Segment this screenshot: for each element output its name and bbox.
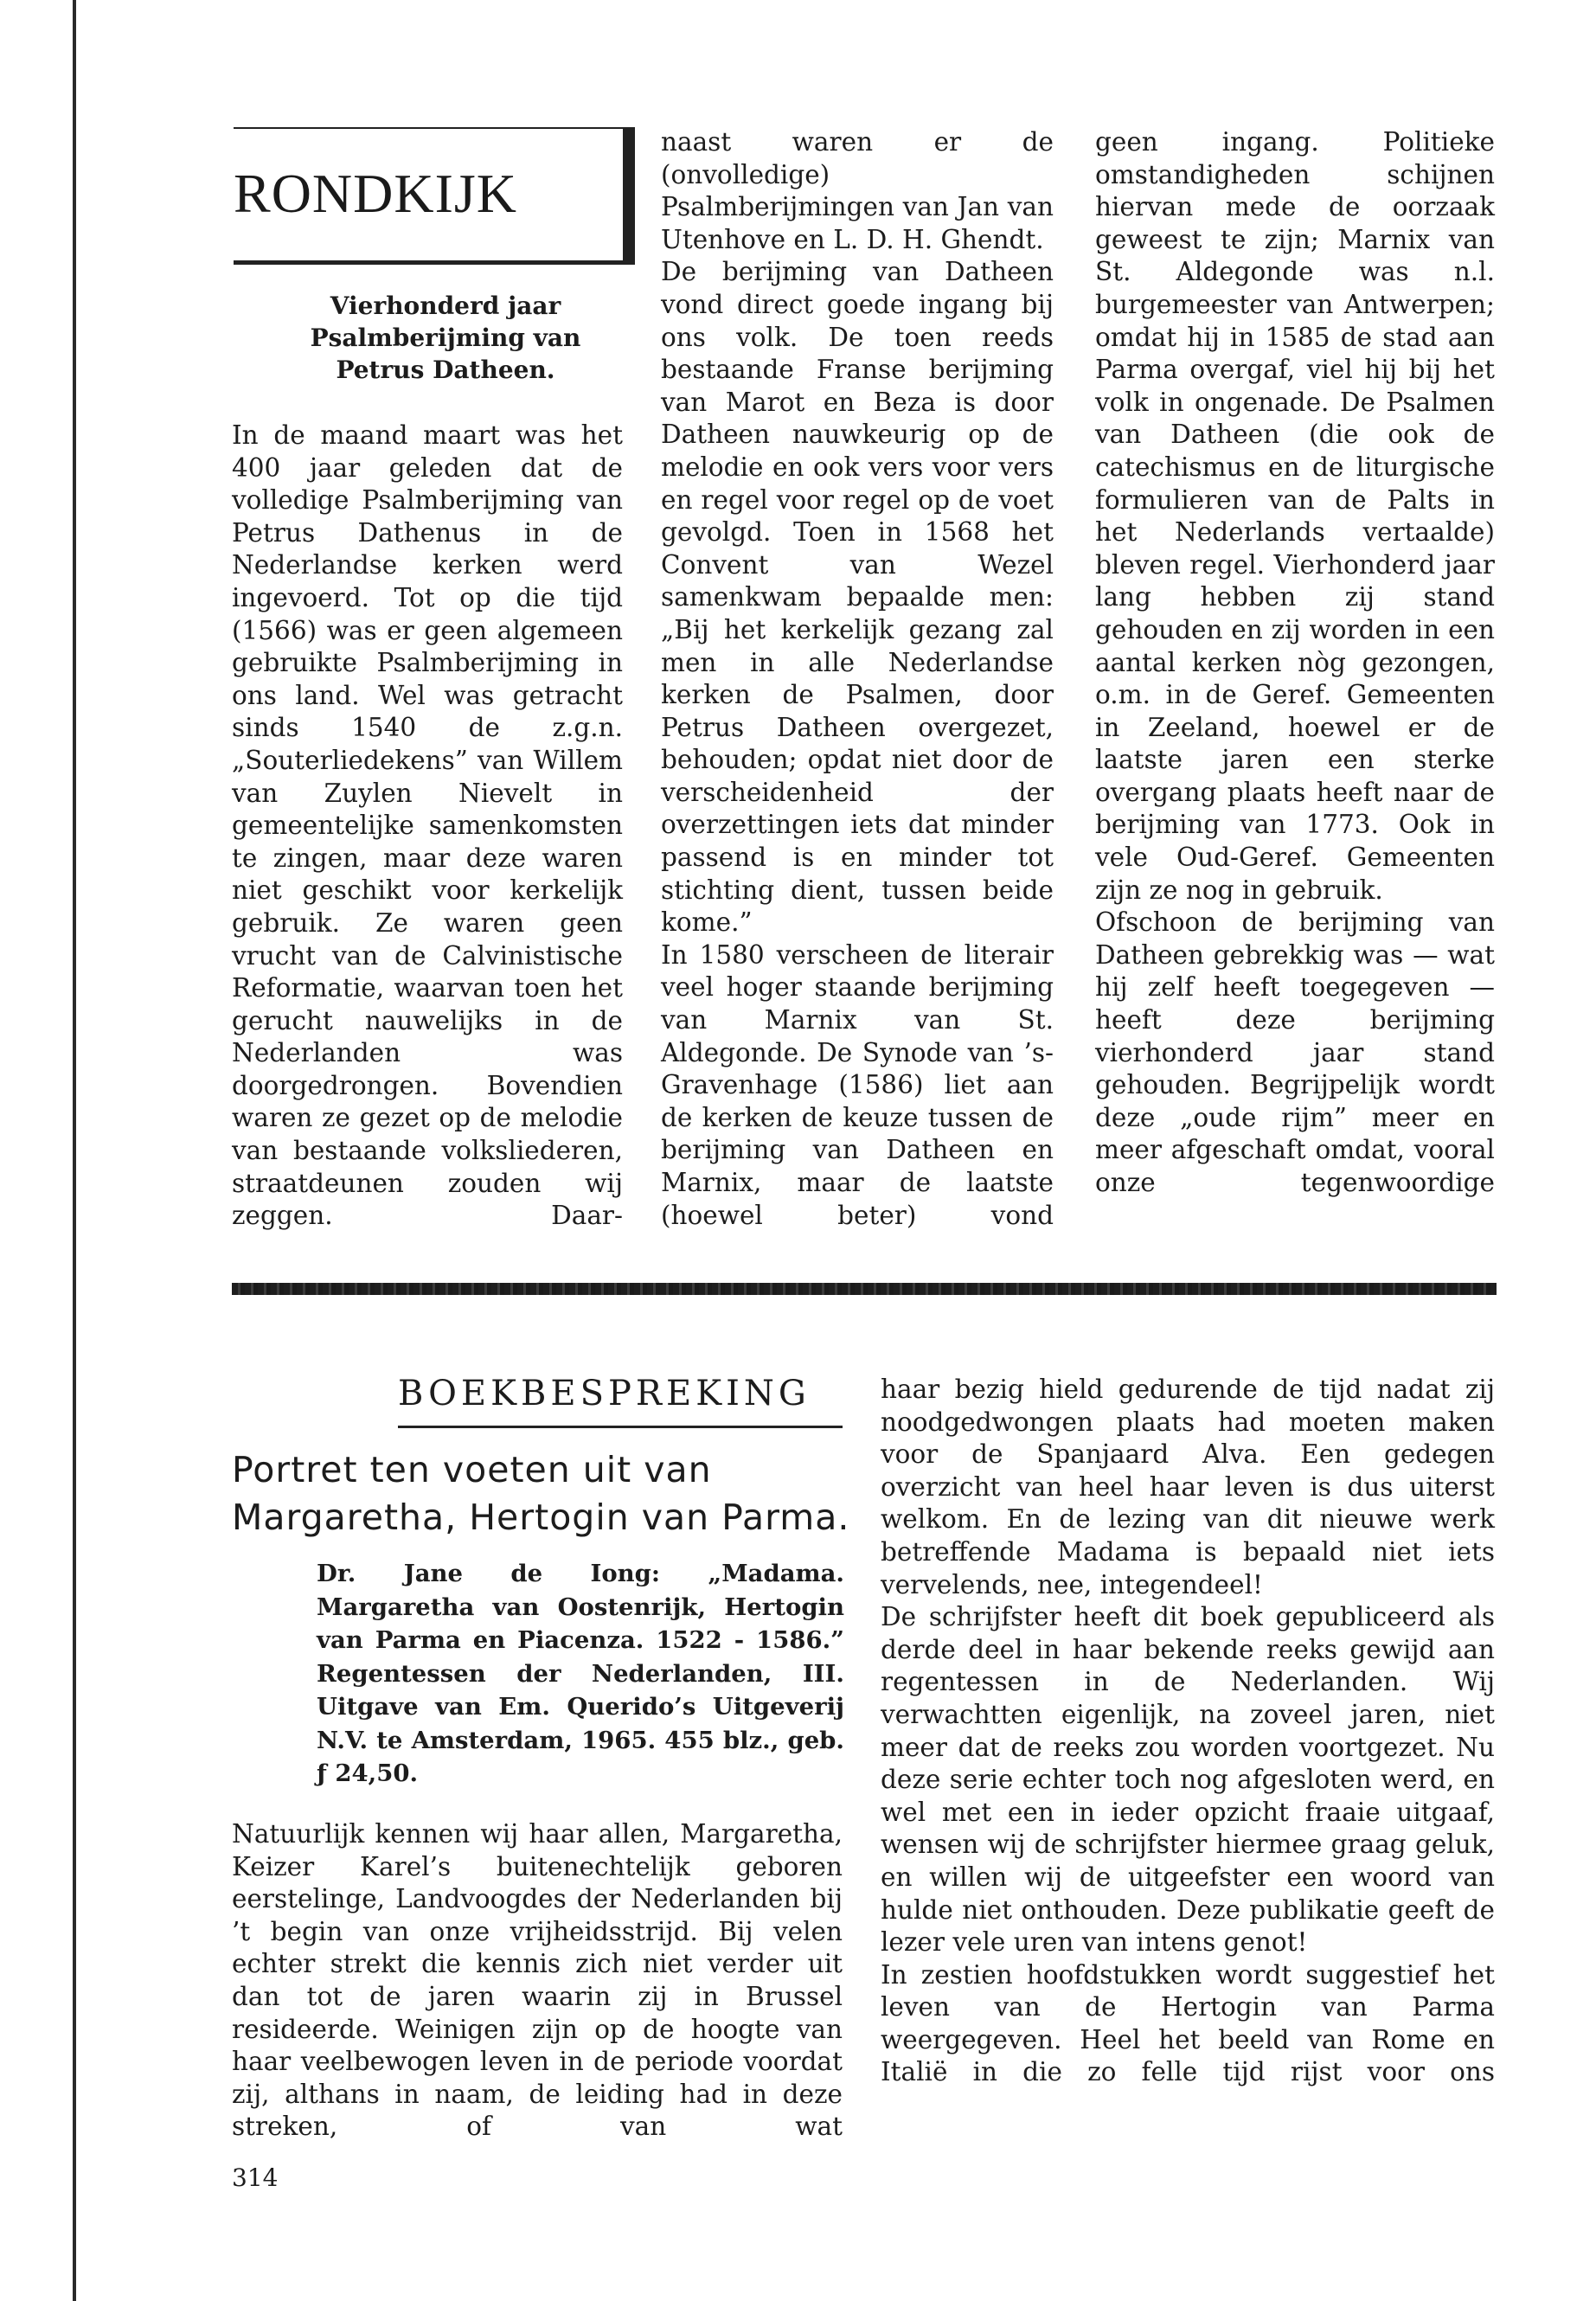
page-number: 314 — [232, 2163, 279, 2192]
boekbespreking-rule — [398, 1426, 843, 1428]
rondkijk-column-3 — [1095, 126, 1495, 1200]
section-divider — [232, 1283, 1497, 1295]
rondkijk-header-box — [234, 127, 635, 265]
boekbespreking-column-1 — [232, 1818, 843, 2144]
paragraph: In zestien hoofdstukken wordt suggestief het leven van de Hertogin van Parma weergegeven. Heel het beeld van Rome en Italië in die zo felle tijd rijst voor ons — [881, 1959, 1495, 2087]
page-left-edge — [0, 0, 76, 2301]
paragraph: haar bezig hield gedurende de tijd nadat zij noodgedwongen plaats had moeten maken voor de Spanjaard Alva. Een gedegen overzicht van heel haar leven is dus uiterst welkom. En de lezing van dit nieuwe werk betreffende Madama is bepaald niet iets vervelends, nee, integendeel! — [881, 1375, 1495, 1599]
paragraph: naast waren er de (onvolledige) Psalmberijmingen van Jan van Utenhove en L. D. H. Ghendt. — [661, 127, 1054, 254]
rondkijk-column-1 — [232, 420, 623, 1233]
boekbespreking-title: BOEKBESPREKING — [398, 1374, 811, 1413]
book-reference: Dr. Jane de Iong: „Madama. Margaretha van Oostenrijk, Hertogin van Parma en Piacenza. 1522 - 1586.” Regentessen der Nederlanden, III. Uitgave van Em. Querido’s Uitgeverij N.V. te Amsterdam, 1965. 455 blz., geb. ƒ 24,50. — [317, 1560, 844, 1787]
paragraph: geen ingang. Politieke omstandigheden schijnen hiervan mede de oorzaak geweest te zijn; Marnix van St. Aldegonde was n.l. burgemeester van Antwerpen; omdat hij in 1585 de stad aan Parma overgaf, viel hij bij het volk in ongenade. De Psalmen van Datheen (die ook de catechismus en de liturgische formulieren van de Palts in het Nederlands vertaalde) bleven regel. Vierhonderd jaar lang hebben zij stand gehouden en zij worden in een aantal kerken nòg gezongen, o.m. in de Geref. Gemeenten in Zeeland, hoewel er de laatste jaren een sterke overgang plaats heeft naar de berijming van 1773. Ook in vele Oud-Geref. Gemeenten zijn ze nog in gebruik. — [1095, 127, 1495, 905]
paragraph: In de maand maart was het 400 jaar geleden dat de volledige Psalmberijming van Petrus Dathenus in de Nederlandse kerken werd ingevoerd. Tot op die tijd (1566) was er geen algemeen gebruikte Psalmberijming in ons land. Wel was getracht sinds 1540 de z.g.n. „Souterliedekens” van Willem van Zuylen Nievelt in gemeentelijke samenkomsten te zingen, maar deze waren niet geschikt voor kerkelijk gebruik. Ze waren geen vrucht van de Calvinistische Reformatie, waarvan toen het gerucht nauwelijks in de Nederlanden was doorgedrongen. Bovendien waren ze gezet op de melodie van bestaande volksliederen, straatdeunen zouden wij zeggen. Daar- — [232, 420, 623, 1231]
paragraph: De berijming van Datheen vond direct goede ingang bij ons volk. De toen reeds bestaande Franse berijming van Marot en Beza is door Datheen nauwkeurig op de melodie en ook vers voor vers en regel voor regel op de voet gevolgd. Toen in 1568 het Convent van Wezel samenkwam bepaalde men: „Bij het kerkelijk gezang zal men in alle Nederlandse kerken de Psalmen, door Petrus Datheen overgezet, behouden; opdat niet door de verscheidenheid der overzettingen iets dat minder passend is en minder tot stichting dient, tussen beide kome.” — [661, 257, 1054, 938]
paragraph: In 1580 verscheen de literair veel hoger staande berijming van Marnix van St. Aldegonde. De Synode van ’s-Gravenhage (1586) liet aan de kerken de keuze tussen de berijming van Datheen en Marnix, maar de laatste (hoewel beter) vond — [661, 939, 1054, 1230]
rondkijk-subtitle: Vierhonderd jaar Psalmberijming van Petrus Datheen. — [310, 292, 581, 384]
book-title: Portret ten voeten uit van Margaretha, Hertogin van Parma. — [232, 1449, 850, 1538]
rondkijk-column-2 — [661, 126, 1054, 1232]
paragraph: Ofschoon de berijming van Datheen gebrekkig was — wat hij zelf heeft toegegeven — heeft deze berijming vierhonderd jaar stand gehouden. Begrijpelijk wordt deze „oude rijm” meer en meer afgeschaft omdat, vooral onze tegenwoordige — [1095, 907, 1495, 1197]
rondkijk-title: RONDKIJK — [234, 163, 517, 224]
paragraph: Natuurlijk kennen wij haar allen, Margaretha, Keizer Karel’s buitenechtelijk geboren eerstelinge, Landvoogdes der Nederlanden bij ’t begin van onze vrijheidsstrijd. Bij velen echter strekt die kennis zich niet verder uit dan tot de jaren waarin zij in Brussel resideerde. Weinigen zijn op de hoogte van haar veelbewogen leven in de periode voordat zij, althans in naam, de leiding had in deze streken, of van wat — [232, 1819, 843, 2142]
boekbespreking-column-2 — [881, 1374, 1495, 2089]
paragraph: De schrijfster heeft dit boek gepubliceerd als derde deel in haar bekende reeks gewijd aan regentessen in de Nederlanden. Wij verwachtten eigenlijk, na zoveel jaren, niet meer dat de reeks zou worden voortgezet. Nu deze serie echter toch nog afgesloten werd, en wel met een in ieder opzicht fraaie uitgaaf, wensen wij de schrijfster hiermee graag geluk, en willen wij de uitgeefster een woord van hulde niet onthouden. Deze publikatie geeft de lezer vele uren van intens genot! — [881, 1602, 1495, 1958]
